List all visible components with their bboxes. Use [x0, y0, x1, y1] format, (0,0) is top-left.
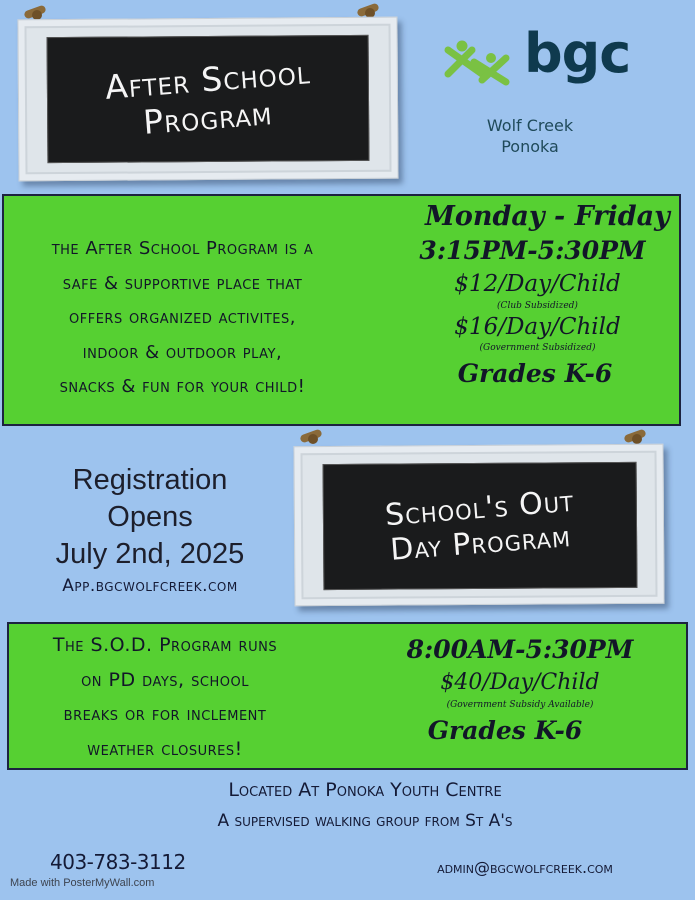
registration-info — [20, 462, 280, 573]
schools-out-sign — [293, 444, 664, 607]
after-school-sign-line2: Program — [142, 93, 275, 142]
watermark: Made with PosterMyWall.com — [10, 877, 155, 889]
schools-out-desc-line: breaks or for inclement — [63, 703, 267, 725]
after-school-desc-line: snacks & fun for your child! — [59, 376, 306, 397]
after-school-days: Monday - Friday — [425, 201, 670, 232]
registration-line2: Opens — [107, 501, 193, 533]
schools-out-hours: 8:00AM-5:30PM — [406, 635, 634, 664]
registration-url[interactable]: App.bgcwolfcreek.com — [62, 576, 238, 596]
location-line1: Located At Ponoka Youth Centre — [228, 779, 502, 801]
schools-out-details — [405, 632, 635, 750]
schools-out-price: $40/Day/Child — [440, 670, 600, 695]
schools-out-sign-line2: Day Program — [388, 519, 572, 568]
bgc-figures-icon — [442, 38, 514, 86]
logo-location-line1: Wolf Creek — [486, 116, 574, 135]
after-school-price-government-note: (Government Subsidized) — [479, 343, 596, 353]
after-school-desc-line: safe & supportive place that — [62, 272, 303, 294]
schools-out-price-note: (Government Subsidy Available) — [446, 700, 594, 710]
after-school-sign — [17, 17, 398, 182]
after-school-price-government: $16/Day/Child — [454, 314, 621, 340]
logo-location-line2: Ponoka — [501, 137, 559, 156]
schools-out-grades: Grades K-6 — [427, 716, 583, 745]
schools-out-description — [20, 628, 310, 766]
after-school-price-club-note: (Club Subsidized) — [497, 301, 578, 311]
after-school-desc-line: indoor & outdoor play, — [82, 341, 283, 363]
after-school-desc-line: the After School Program is a — [51, 238, 314, 259]
contact-email[interactable]: admin@bgcwolfcreek.com — [437, 858, 613, 877]
schools-out-desc-line: weather closures! — [87, 737, 243, 760]
location-line2: A supervised walking group from St A's — [217, 811, 513, 831]
registration-line1: Registration — [72, 464, 228, 496]
logo-location — [460, 115, 600, 157]
after-school-grades: Grades K-6 — [457, 359, 613, 388]
rope-knot-left — [298, 428, 328, 446]
registration-date: July 2nd, 2025 — [55, 538, 245, 570]
bgc-wordmark: bgc — [524, 22, 631, 85]
schools-out-sign-line1: School's Out — [384, 483, 576, 534]
after-school-desc-line: offers organized activites, — [69, 307, 296, 328]
after-school-sign-line1: After School — [103, 51, 312, 107]
after-school-details — [419, 200, 670, 394]
after-school-price-club: $12/Day/Child — [454, 271, 621, 297]
after-school-hours: 3:15PM-5:30PM — [419, 236, 646, 265]
after-school-description — [20, 232, 345, 405]
schools-out-desc-line: on PD days, school — [81, 668, 249, 691]
contact-phone[interactable]: 403-783-3112 — [50, 850, 186, 874]
schools-out-desc-line: The S.O.D. Program runs — [52, 634, 278, 656]
